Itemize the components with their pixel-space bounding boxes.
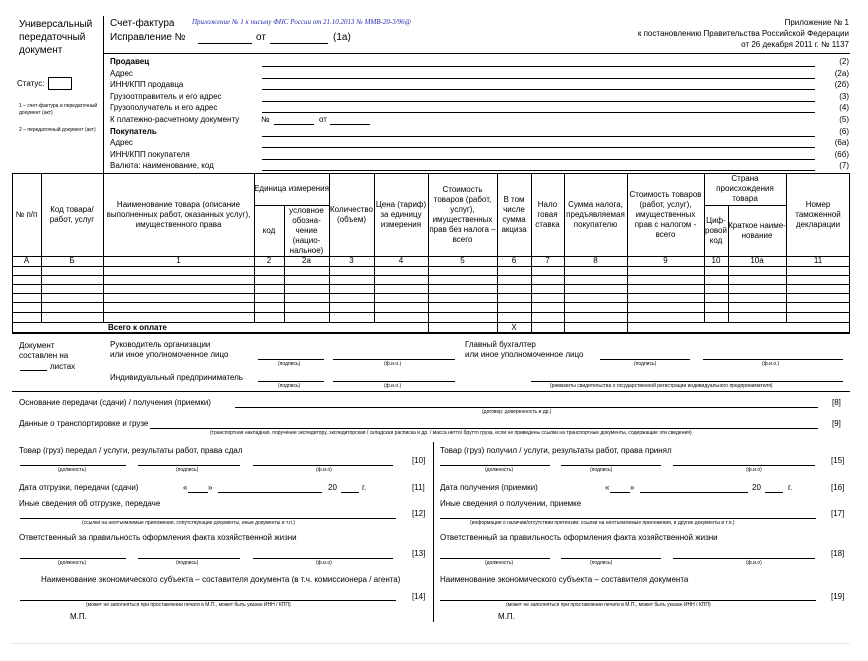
resp-right-name-caption: (ф.и.о): [746, 560, 762, 566]
pay-doc-number-field[interactable]: [274, 124, 314, 125]
col-number-label: 6: [511, 256, 517, 265]
left-divider: [103, 16, 104, 174]
seller-row-code: (2б): [834, 80, 849, 89]
seller-row-label: Покупатель: [110, 127, 157, 136]
total-col-line: [428, 322, 429, 333]
seller-row-code: (5): [839, 115, 849, 124]
seller-row-field[interactable]: [262, 170, 815, 171]
accountant-label-2: или иное уполномоченное лицо: [465, 350, 584, 359]
compiler-right-caption: (может не заполняться при проставлении печати в М.П., может быть указан ИНН / КПП): [506, 602, 711, 608]
receive-label: Товар (груз) получил / услуги, результаты работ, права принял: [440, 446, 672, 455]
code-19: [19]: [831, 592, 845, 601]
head-name-field[interactable]: [333, 359, 455, 360]
basis-label: Основание передачи (сдачи) / получения (приемки): [19, 398, 211, 407]
head-signature-field[interactable]: [258, 359, 324, 360]
seller-row-field[interactable]: [262, 112, 815, 113]
col-header-code: Код товара/ работ, услуг: [49, 204, 95, 224]
col-number-label: 7: [545, 256, 550, 265]
transfer-signature-field[interactable]: [138, 465, 240, 466]
seller-row-code: (3): [839, 92, 849, 101]
entrepreneur-label: Индивидуальный предприниматель: [110, 373, 243, 382]
resp-right-signature-field[interactable]: [561, 558, 661, 559]
col-header-amount-no-tax: Стоимость товаров (работ, услуг), имущественных прав без налога – всего: [429, 184, 496, 244]
ship-month-field[interactable]: [218, 492, 322, 493]
appendix-line-2: к постановлению Правительства Российской Федерации: [637, 29, 849, 38]
col-number-label: А: [23, 256, 30, 265]
code-18: [18]: [831, 549, 845, 558]
head-name-caption: (ф.и.о.): [384, 361, 402, 367]
receive-name-field[interactable]: [673, 465, 815, 466]
code-13: [13]: [412, 549, 426, 558]
table-row-line: [12, 302, 850, 303]
stamp-right-label: М.П.: [498, 612, 515, 621]
ship-date-quote-open: «: [183, 483, 188, 492]
compiler-left-caption: (может не заполняться при проставлении печати в М.П., может быть указан ИНН / КПП): [86, 602, 291, 608]
doc-compiled-label: Документ: [19, 341, 55, 350]
col-header-country-code: Циф- ровой код: [705, 215, 727, 245]
head-label: Руководитель организации: [110, 340, 211, 349]
status-label: Статус:: [17, 79, 45, 88]
accountant-signature-field[interactable]: [600, 359, 690, 360]
col-number-label: Б: [69, 256, 75, 265]
receive-info-caption: (информация о наличии/отсутствии претензии; ссылки на неотъемлемые приложения, и другие документы и т.п.): [470, 520, 735, 526]
col-number-label: 3: [349, 256, 354, 265]
compiler-left-label: Наименование экономического субъекта – составителя документа (в т.ч. комиссионера / агента): [41, 575, 401, 584]
sign-bottom-line: [12, 391, 850, 392]
receive-day-field[interactable]: [610, 492, 630, 493]
col-header-unit-code: код: [262, 225, 276, 235]
appendix-line-3: от 26 декабря 2011 г. № 1137: [741, 40, 849, 49]
entrepreneur-name-field[interactable]: [333, 381, 455, 382]
header-separator: [104, 53, 850, 54]
col-header-tax-amount: Сумма налога, предъявляемая покупателю: [566, 199, 625, 229]
letter-note: Приложение № 1 к письму ФНС России от 21.10.2013 № ММВ-20-3/96@: [192, 18, 412, 26]
total-label: Всего к оплате: [108, 323, 167, 332]
col-number-label: 2а: [302, 256, 311, 265]
seller-row-code: (2): [839, 57, 849, 66]
entrepreneur-cert-caption: (реквизиты свидетельства о государственной регистрации индивидуального предпринимателя): [550, 383, 773, 389]
transport-caption: (транспортная накладная, поручение экспедитору, экспедиторская / складская расписка и др. / масса нетто/ брутто груза, если не приведены ссылки на транспортные документы, содержащие эти сведения): [210, 430, 692, 436]
seller-row-field[interactable]: [262, 78, 815, 79]
col-number-label: 2: [266, 256, 272, 265]
transport-field[interactable]: [150, 428, 818, 429]
code-15: [15]: [831, 456, 845, 465]
code-10: [10]: [412, 456, 426, 465]
seller-row-field[interactable]: [262, 89, 815, 90]
col-number-label: 9: [663, 256, 668, 265]
entrepreneur-cert-field[interactable]: [531, 381, 843, 382]
ship-year-field[interactable]: [341, 492, 359, 493]
sheets-count-field[interactable]: [20, 370, 47, 371]
receive-name-caption: (ф.и.о): [746, 467, 762, 473]
transfer-name-caption: (ф.и.о): [316, 467, 332, 473]
receive-date-quote-open: «: [605, 483, 610, 492]
table-row-line: [12, 275, 850, 276]
code-17: [17]: [831, 509, 845, 518]
col-header-amount-with-tax: Стоимость товаров (работ, услуг), имущественных прав с налогом - всего: [629, 189, 702, 239]
seller-row-code: (4): [839, 103, 849, 112]
transfer-position-caption: (должность): [58, 467, 87, 473]
pay-doc-from-label: от: [319, 115, 327, 124]
seller-row-field[interactable]: [262, 101, 815, 102]
col-header-customs: Номер таможенной декларации: [795, 199, 841, 229]
col-header-name: Наименование товара (описание выполненных работ, оказанных услуг), имущественного права: [106, 199, 251, 229]
correction-from-label: от: [256, 32, 266, 43]
col-header-tax-rate: Нало говая ставка: [535, 199, 560, 229]
code-12: [12]: [412, 509, 426, 518]
basis-caption: (договор; доверенность и др.): [482, 409, 552, 415]
resp-left-position-caption: (должность): [58, 560, 87, 566]
code-16: [16]: [831, 483, 845, 492]
ship-date-quote-close: »: [208, 483, 213, 492]
ship-info-field[interactable]: [20, 518, 396, 519]
total-col-line: [531, 322, 532, 333]
resp-right-signature-caption: (подпись): [590, 560, 613, 566]
code-14: [14]: [412, 592, 426, 601]
head-label-2: или иное уполномоченное лицо: [110, 350, 229, 359]
receive-date-label: Дата получения (приемки): [440, 483, 538, 492]
seller-row-code: (7): [839, 161, 849, 170]
col-number-label: 10а: [750, 256, 764, 265]
page-footer-line: [12, 643, 850, 644]
resp-left-signature-field[interactable]: [138, 558, 240, 559]
basis-field[interactable]: [235, 407, 818, 408]
accountant-name-caption: (ф.и.о.): [762, 361, 780, 367]
col-header-unit-symbol: условное обозна- чение (нацио- нальное): [289, 205, 324, 255]
table-row-line: [12, 293, 850, 294]
compiler-right-label: Наименование экономического субъекта – составителя документа: [440, 575, 689, 584]
resp-left-name-field[interactable]: [253, 558, 393, 559]
seller-row-label: Грузополучатель и его адрес: [110, 103, 218, 112]
receive-month-field[interactable]: [640, 492, 748, 493]
seller-row-label: К платежно-расчетному документу: [110, 115, 240, 124]
code-8: [8]: [832, 398, 841, 407]
entrepreneur-signature-caption: (подпись): [278, 383, 301, 389]
col-header-country-name: Краткое наиме- нование: [728, 220, 786, 240]
seller-row-label: Грузоотправитель и его адрес: [110, 92, 222, 101]
code-9: [9]: [832, 419, 841, 428]
resp-right-position-caption: (должность): [485, 560, 514, 566]
receive-position-field[interactable]: [440, 465, 550, 466]
accountant-signature-caption: (подпись): [634, 361, 657, 367]
col-number-label: 10: [711, 256, 721, 265]
correction-date-field[interactable]: [270, 43, 328, 44]
seller-row-field[interactable]: [262, 66, 815, 67]
table-row-line: [12, 312, 850, 313]
stamp-left-label: М.П.: [70, 612, 87, 621]
resp-right-label: Ответственный за правильность оформления факта хозяйственной жизни: [440, 533, 718, 542]
code-1a: (1а): [333, 32, 351, 43]
col-number-label: 11: [813, 256, 823, 265]
col-number-label: 5: [460, 256, 465, 265]
compiler-left-field[interactable]: [20, 600, 396, 601]
ship-day-field[interactable]: [188, 492, 208, 493]
seller-row-code: (6б): [834, 150, 849, 159]
accountant-name-field[interactable]: [703, 359, 843, 360]
resp-left-signature-caption: (подпись): [176, 560, 199, 566]
seller-row-code: (6а): [834, 138, 849, 147]
receive-info-label: Иные сведения о получении, приемке: [440, 499, 582, 508]
total-col-line: [627, 322, 628, 333]
correction-label: Исправление №: [110, 32, 186, 43]
bottom-center-divider: [433, 442, 434, 622]
seller-row-label: ИНН/КПП покупателя: [110, 150, 190, 159]
seller-row-label: Адрес: [110, 69, 133, 78]
receive-year-field[interactable]: [765, 492, 783, 493]
seller-row-field[interactable]: [262, 147, 815, 148]
col-number-label: 1: [176, 256, 181, 265]
code-11: [11]: [412, 483, 425, 492]
receive-year-prefix: 20: [752, 483, 761, 492]
col-header-num: № п/п: [15, 209, 38, 219]
receive-position-caption: (должность): [485, 467, 514, 473]
transfer-label: Товар (груз) передал / услуги, результаты работ, права сдал: [19, 446, 243, 455]
status-note-2: 2 – передаточный документ (акт): [19, 127, 96, 133]
receive-signature-field[interactable]: [561, 465, 661, 466]
head-signature-caption: (подпись): [278, 361, 301, 367]
ship-year-prefix: 20: [328, 483, 337, 492]
seller-row-code: (2а): [834, 69, 849, 78]
seller-row-code: (6): [839, 127, 849, 136]
pay-doc-date-field[interactable]: [330, 124, 370, 125]
compiler-right-field[interactable]: [440, 600, 816, 601]
status-note-1: 1 – счет-фактура и передаточный документ (акт): [19, 103, 98, 116]
transfer-position-field[interactable]: [20, 465, 126, 466]
resp-right-name-field[interactable]: [673, 558, 815, 559]
receive-signature-caption: (подпись): [590, 467, 613, 473]
appendix-line-1: Приложение № 1: [784, 18, 849, 27]
col-header-country: Страна происхождения товара: [716, 174, 774, 203]
resp-left-position-field[interactable]: [20, 558, 126, 559]
ship-date-label: Дата отгрузки, передачи (сдачи): [19, 483, 139, 492]
table-row-line: [12, 266, 850, 267]
entrepreneur-name-caption: (ф.и.о.): [384, 383, 402, 389]
transfer-signature-caption: (подпись): [176, 467, 199, 473]
correction-number-field[interactable]: [198, 43, 252, 44]
receive-year-suffix: г.: [788, 483, 793, 492]
sign-top-line: [12, 333, 850, 334]
table-row-line: [12, 284, 850, 285]
col-header-price: Цена (тариф) за единицу измерения: [375, 199, 427, 229]
pay-doc-number-label: №: [261, 115, 270, 124]
total-col-line: [564, 322, 565, 333]
invoice-label: Счет-фактура: [110, 18, 175, 29]
col-header-excise: В том числе сумма акциза: [501, 194, 527, 234]
total-excise-x: X: [511, 322, 517, 332]
col-header-quantity: Количество (объем): [330, 204, 373, 224]
accountant-label: Главный бухгалтер: [465, 340, 536, 349]
status-field[interactable]: [48, 77, 72, 90]
seller-row-label: Продавец: [110, 57, 150, 66]
sheets-label: листах: [50, 362, 76, 371]
entrepreneur-signature-field[interactable]: [258, 381, 324, 382]
receive-date-quote-close: »: [630, 483, 635, 492]
ship-info-caption: (ссылки на неотъемлемые приложения, сопутствующие документы, иные документы и т.п.): [82, 520, 295, 526]
seller-row-field[interactable]: [262, 159, 815, 160]
upd-title: Универсальный передаточный документ: [19, 19, 93, 56]
ship-year-suffix: г.: [362, 483, 367, 492]
resp-right-position-field[interactable]: [440, 558, 550, 559]
doc-compiled-on-label: составлен на: [19, 351, 69, 360]
ship-info-label: Иные сведения об отгрузке, передаче: [19, 499, 161, 508]
resp-left-label: Ответственный за правильность оформления факта хозяйственной жизни: [19, 533, 297, 542]
seller-row-label: ИНН/КПП продавца: [110, 80, 184, 89]
seller-row-label: Валюта: наименование, код: [110, 161, 214, 170]
transfer-name-field[interactable]: [253, 465, 393, 466]
seller-row-field[interactable]: [262, 136, 815, 137]
col-number-label: 8: [593, 256, 598, 265]
receive-info-field[interactable]: [440, 518, 816, 519]
transport-label: Данные о транспортировке и грузе: [19, 419, 149, 428]
col-header-unit: Единица измерения: [254, 184, 329, 193]
seller-row-label: Адрес: [110, 138, 133, 147]
resp-left-name-caption: (ф.и.о): [316, 560, 332, 566]
col-number-label: 4: [398, 256, 404, 265]
